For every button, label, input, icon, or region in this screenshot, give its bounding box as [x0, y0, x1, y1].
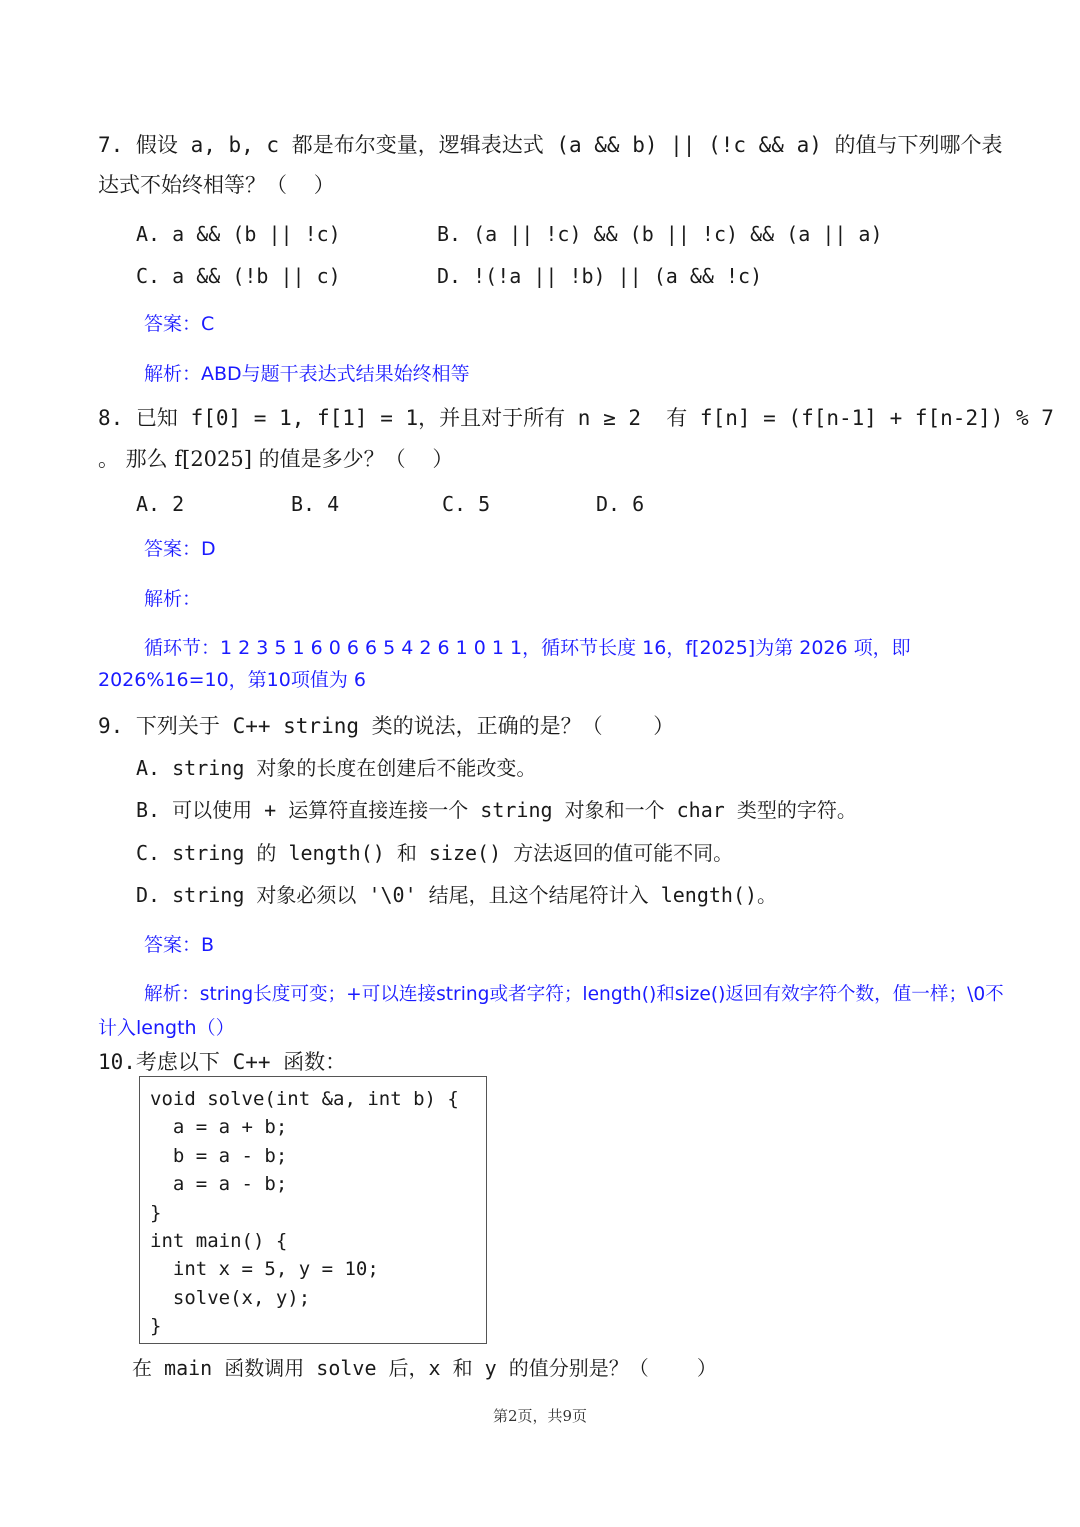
q9-option-b: B. 可以使用 + 运算符直接连接一个 string 对象和一个 char 类型的字符。 [136, 798, 857, 822]
code-line: solve(x, y); [150, 1286, 311, 1309]
q8-stem-line2: 。 那么 f[2025] 的值是多少？（ ） [98, 447, 454, 471]
q7-answer: 答案：C [144, 313, 215, 335]
code-line: b = a - b; [150, 1144, 288, 1167]
q8-option-c: C. 5 [442, 492, 491, 516]
q8-analysis-line2: 2026%16=10，第10项值为 6 [98, 669, 366, 691]
code-line: void solve(int &a, int b) { [150, 1088, 459, 1110]
q10-stem: 10.考虑以下 C++ 函数： [98, 1050, 347, 1074]
q8-option-a: A. 2 [136, 492, 185, 516]
q9-analysis-line1: 解析：string长度可变；+可以连接string或者字符；length()和size()返回有效字符个数，值一样；\0不 [144, 984, 1004, 1005]
q9-option-c: C. string 的 length() 和 size() 方法返回的值可能不同。 [136, 841, 734, 865]
code-line: int x = 5, y = 10; [150, 1258, 379, 1281]
q10-question: 在 main 函数调用 solve 后，x 和 y 的值分别是？（ ） [132, 1356, 717, 1380]
q7-analysis: 解析：ABD与题干表达式结果始终相等 [144, 363, 470, 385]
q8-answer: 答案：D [144, 538, 216, 560]
page-footer: 第2页，共9页 [492, 1407, 588, 1425]
q8-option-b: B. 4 [291, 492, 340, 516]
code-line: } [150, 1315, 162, 1338]
code-line: a = a - b; [150, 1173, 288, 1196]
code-line: int main() { [150, 1230, 288, 1253]
q8-analysis-label: 解析： [144, 588, 202, 610]
q8-analysis-line1: 循环节：1 2 3 5 1 6 0 6 6 5 4 2 6 1 0 1 1，循环节长度 16，f[2025]为第 2026 项，即 [144, 637, 911, 659]
q7-option-a: A. a && (b || !c) [136, 222, 341, 246]
q7-stem-line2: 达式不始终相等？（ ） [98, 173, 335, 197]
q7-option-c: C. a && (!b || c) [136, 264, 341, 288]
q7-option-b: B. (a || !c) && (b || !c) && (a || a) [437, 222, 883, 246]
q9-option-a: A. string 对象的长度在创建后不能改变。 [136, 756, 537, 780]
q9-analysis-line2: 计入length（） [98, 1017, 235, 1039]
q9-option-d: D. string 对象必须以 '\0' 结尾，且这个结尾符计入 length()。 [136, 883, 778, 907]
q7-stem-line1: 7. 假设 a, b, c 都是布尔变量，逻辑表达式 (a && b) || (!c && a) 的值与下列哪个表 [98, 133, 1003, 157]
code-line: a = a + b; [150, 1116, 288, 1139]
code-line: } [150, 1201, 162, 1224]
q7-option-d: D. !(!a || !b) || (a && !c) [437, 264, 763, 288]
q9-answer: 答案：B [144, 934, 215, 956]
q8-stem-line1: 8. 已知 f[0] = 1, f[1] = 1，并且对于所有 n ≥ 2 有 f[n] = (f[n-1] + f[n-2]) % 7 [98, 406, 1054, 430]
code-block [139, 1076, 487, 1344]
q9-stem: 9. 下列关于 C++ string 类的说法，正确的是？（ ） [98, 714, 675, 738]
q8-option-d: D. 6 [596, 492, 645, 516]
